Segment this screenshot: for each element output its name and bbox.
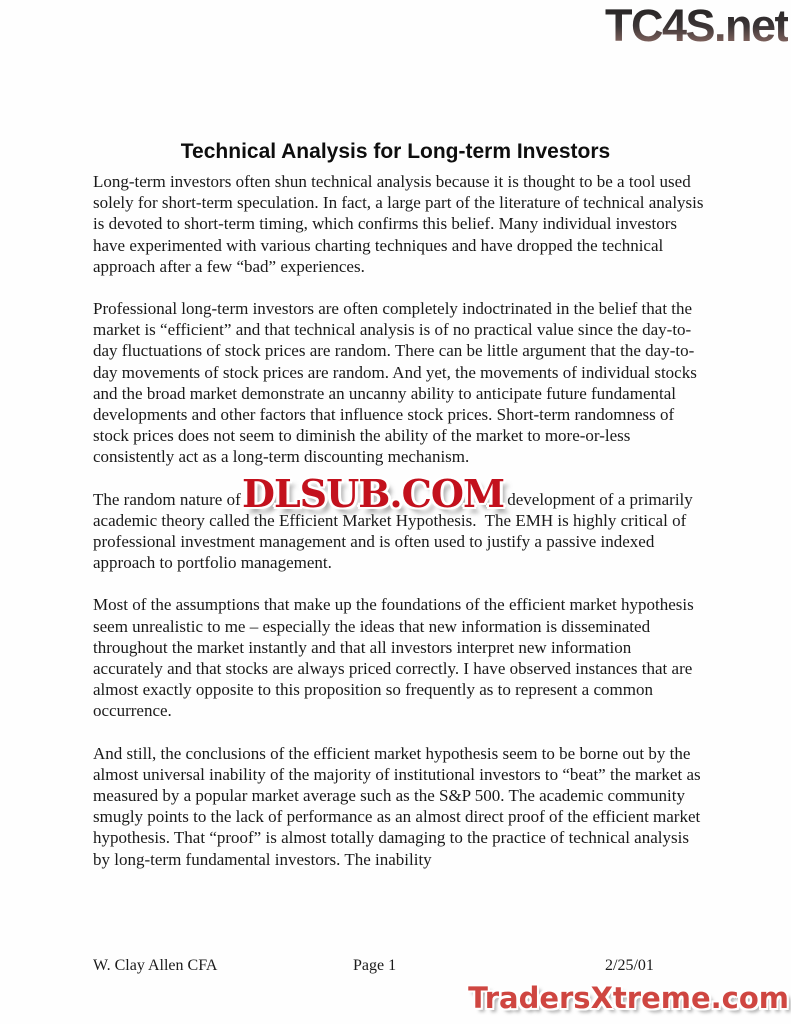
page-footer xyxy=(93,957,705,979)
dlsub-watermark-text: DLSUB.COM xyxy=(242,470,505,516)
paragraph-5: And still, the conclusions of the efficient market hypothesis seem to be borne out by the almost universal inability of the majority of institutional investors to “beat” the market as measured by a popular market average such as the S&P 500. The academic community smugly points to the lack of performance as an almost direct proof of the efficient market hypothesis. That “proof” is almost totally damaging to the practice of technical analysis by long-term fundamental investors. The inability xyxy=(93,743,705,869)
paragraph-1: Long-term investors often shun technical analysis because it is thought to be a tool used solely for short-term speculation. In fact, a large part of the literature of technical analysis is devoted to short-term timing, which confirms this belief. Many individual investors have experimented with various charting techniques and have dropped the technical approach after a few “bad” experiences. xyxy=(93,172,708,276)
document-body xyxy=(93,171,708,891)
paragraph-2: Professional long-term investors are often completely indoctrinated in the belief that the market is “efficient” and that technical analysis is of no practical value since the day-to-day fluctuations of stock prices are random. There can be little argument that the day-to-day movements of stock prices are random. And yet, the movements of individual stocks and the broad market demonstrate an uncanny ability to anticipate future fundamental developments and other factors that influence stock prices. Short-term randomness of stock prices does not seem to diminish the ability of the market to more-or-less consistently act as a long-term discounting mechanism. xyxy=(93,299,702,467)
paragraph-3 xyxy=(93,470,705,574)
footer-page-number: Page 1 xyxy=(353,957,397,974)
footer-author: W. Clay Allen CFA xyxy=(93,957,218,974)
paragraph-3-after-watermark: development of a primarily academic theory called the Efficient Market Hypothesis. The EMH is highly critical of professional investment management and is often used to justify a passive indexed approach to portfolio management. xyxy=(93,489,698,573)
dlsub-watermark xyxy=(242,470,505,516)
tradersxtreme-logo-watermark: TradersXtreme.com xyxy=(468,981,789,1015)
paragraph-4: Most of the assumptions that make up the foundations of the efficient market hypothesis seem unrealistic to me – especially the ideas that new information is disseminated throughout the market instantly and that all investors interpret new information accurately and that stocks are always priced correctly. I have observed instances that are almost exactly opposite to this proposition so frequently as to represent a common occurrence. xyxy=(93,595,698,721)
footer-date: 2/25/01 xyxy=(605,957,654,974)
document-title: Technical Analysis for Long-term Investors xyxy=(180,140,611,164)
tc4s-logo-watermark: TC4S.net xyxy=(604,0,788,51)
paragraph-3-before-watermark: The random nature of xyxy=(93,489,245,509)
